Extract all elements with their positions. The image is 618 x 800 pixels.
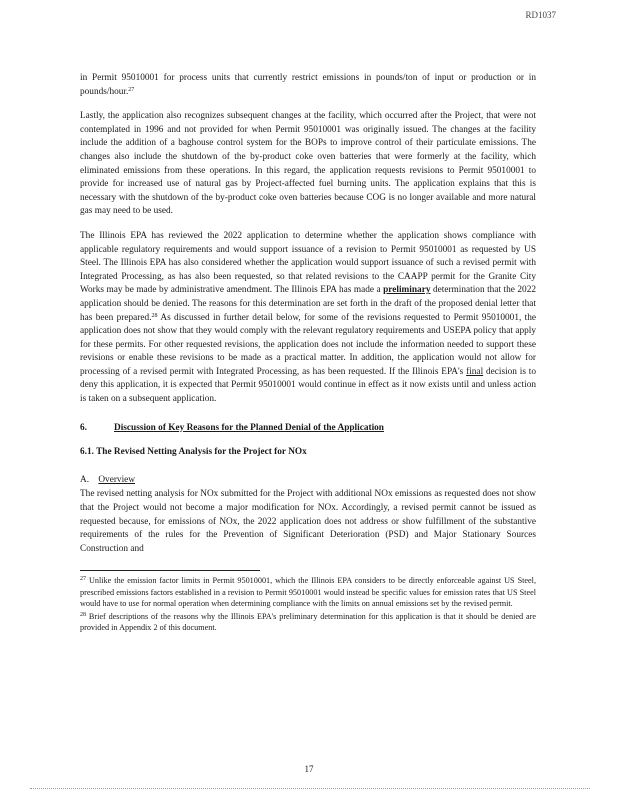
emphasis-final: final — [466, 366, 484, 377]
paragraph-continuation — [80, 72, 536, 99]
subsection-heading-a — [80, 474, 536, 488]
footnote-ref: 28 — [151, 312, 158, 319]
section-number: 6. — [80, 422, 87, 433]
subsection-title: Overview — [98, 474, 136, 485]
footnote-divider — [80, 570, 260, 571]
footnote-28 — [80, 611, 536, 633]
footnote-ref: 27 — [128, 86, 135, 93]
footnote-27 — [80, 575, 536, 609]
page-content — [80, 72, 536, 635]
paragraph-facility-changes: Lastly, the application also recognizes subsequent changes at the facility, which occurred after the Project, that were not contemplated in 1996 and not provided for when Permit 95010001 was originally issued. The changes at the facility include the addition of a baghouse control system for the BOPs to improve control of their particulate emissions. The changes also include the shutdown of the by-product coke oven batteries that were formerly at the facility, which eliminated emissions from these operations. In this regard, the application requests revisions to Permit 95010001 to provide for increased use of natural gas by Project-affected fuel burning units. The application explains that this is necessary with the shutdown of the by-product coke oven batteries because COG is no longer available and more natural gas may need to be used. — [80, 111, 536, 217]
footnote-marker: 27 — [80, 576, 86, 583]
page-id: RD1037 — [525, 10, 556, 20]
footnote-marker: 28 — [80, 612, 86, 619]
paragraph-text: determination that the 2022 application should be denied. The reasons for this determination are set forth in the draft of the proposed denial letter that has been prepared. — [80, 285, 536, 323]
paragraph-review — [80, 230, 536, 407]
paragraph-text: in Permit 95010001 for process units that currently restrict emissions in pounds/ton of input or production or in pounds/hour. — [80, 73, 536, 97]
paragraph-text: decision is to deny this application, it is expected that Permit 95010001 would continue in effect as it now exists until and unless action is taken on a subsequent application. — [80, 366, 537, 405]
subsection-heading-6-1: 6.1. The Revised Netting Analysis for the Project for NOx — [80, 447, 307, 458]
footnote-text: Unlike the emission factor limits in Permit 95010001, which the Illinois EPA considers to be directly enforceable against US Steel, prescribed emissions factors established in a revision to Permit 95010001 would instead be specific values for emission rates that US Steel would have to use for normal operation when determining compliance with the limits on annual emissions set by the revised permit. — [80, 576, 536, 608]
paragraph-text: The Illinois EPA has reviewed the 2022 application to determine whether the application shows compliance with applicable regulatory requirements and would support issuance of a revision to Permit 95010001 as requested by US Steel. The Illinois EPA has also considered whether the application would support issuance of such a revised permit with Integrated Processing, as has also been requested, so that related revisions to the CAAPP permit for the Granite City Works may be made by administrative amendment. The Illinois EPA has made a — [80, 230, 536, 296]
subsection-letter: A. — [80, 474, 90, 485]
footnote-text: Brief descriptions of the reasons why the Illinois EPA's preliminary determination for this application is that it should be denied are provided in Appendix 2 of this document. — [80, 612, 536, 633]
section-title: Discussion of Key Reasons for the Planned Denial of the Application — [114, 422, 384, 433]
paragraph-text: As discussed in further detail below, for some of the revisions requested to Permit 95010001, the application does not show that they would comply with the relevant regulatory requirements and USEPA policy that apply for these permits. For other requested revisions, the application does not include the information needed to support these revisions or enable these revisions to be made as a practical matter. In addition, the application would not allow for processing of a revised permit with Integrated Processing, as has been requested. If the Illinois EPA's — [80, 312, 537, 377]
emphasis-preliminary: preliminary — [383, 285, 431, 296]
section-heading-6 — [80, 422, 536, 436]
paragraph-overview: The revised netting analysis for NOx submitted for the Project with additional NOx emissions as requested does not show that the Project would not become a major modification for NOx. Accordingly, a revised permit cannot be issued as requested because, for emissions of NOx, the 2022 application does not address or show fulfillment of the substantive requirements of the rules for the Prevention of Significant Deterioration (PSD) and Major Stationary Sources Construction and — [80, 489, 536, 554]
scan-edge-artifact — [30, 788, 590, 789]
page-number: 17 — [304, 764, 314, 774]
